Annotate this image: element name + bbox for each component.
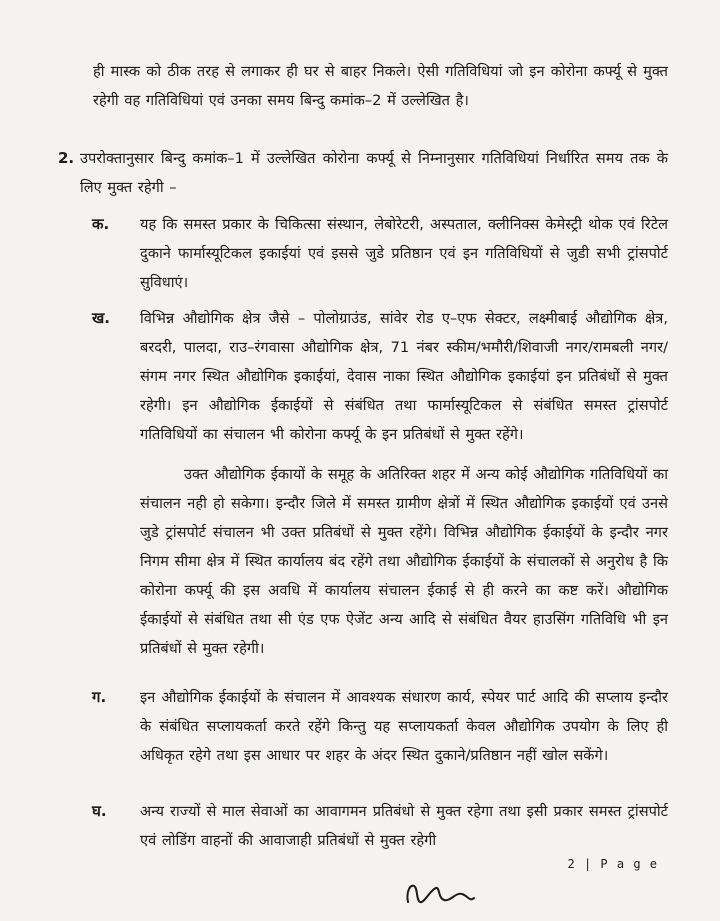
item-text-ka: यह कि समस्त प्रकार के चिकित्सा संस्थान, लेबोरेटरी, अस्पताल, क्लीनिक्स केमेस्ट्री थोक एवं रिटेल दुकाने फार्मास्यूटिकल इकाईयां एवं इससे जुडे प्रतिष्ठान एवं इन गतिविधियों से जुडी सभी ट्रांसपोर्ट सुविधाएं। (140, 216, 668, 291)
item-marker-ga: ग. (92, 688, 107, 706)
item-kha-continuation: उक्त औद्योगिक ईकायों के समूह के अतिरिक्त शहर में अन्य कोई औद्योगिक गतिविधियों का संचालन नही हो सकेगा। इन्दौर जिले में समस्त ग्रामीण क्षेत्रों में स्थित औद्योगिक इकाईयों एवं उनसे जुडे ट्रांसपोर्ट संचालन भी उक्त प्रतिबंधों से मुक्त रहेंगे। विभिन्न औद्योगिक ईकाईयों के इन्दौर नगर निगम सीमा क्षेत्र में स्थित कार्यालय बंद रहेंगे तथा औद्योगिक ईकाईयों के संचालकों से अनुरोध है कि कोरोना कर्फ्यू की इस अवधि में कार्यालय संचालन ईकाई से ही करने का कष्ट करें। औद्योगिक ईकाईयों से संबंधित तथा सी एंड एफ ऐजेंट अन्य आदि से संबंधित वैयर हाउसिंग गतिविधि भी इन प्रतिबंधों से मुक्त रहेगी। (140, 466, 668, 657)
page-number-footer: 2 | P a g e (567, 857, 658, 871)
item-text-kha: विभिन्न औद्योगिक क्षेत्र जैसे – पोलोग्राउंड, सांवेर रोड ए–एफ सेक्टर, लक्ष्मीबाई औद्योगिक क्षेत्र, बरदरी, पालदा, राउ–रंगवासा औद्योगिक क्षेत्र, 71 नंबर स्कीम/भमौरी/शिवाजी नगर/रामबली नगर/संगम नगर स्थित औद्योगिक इकाईयां, देवास नाका स्थित औद्योगिक इकाईयां इन प्रतिबंधों से मुक्त रहेगी। इन औद्योगिक ईकाईयों से संबंधित तथा फार्मास्यूटिकल से संबंधित समस्त ट्रांसपोर्ट गतिविधियों का संचालन भी कोरोना कर्फ्यू के इन प्रतिबंधों से मुक्त रहेंगे। (140, 310, 668, 443)
intro-paragraph: ही मास्क को ठीक तरह से लगाकर ही घर से बाहर निकले। ऐसी गतिविधियां जो इन कोरोना कर्फ्यू से मुक्त रहेगी वह गतिविधियां एवं उनका समय बिन्दु कमांक–2 में उल्लेखित है। (93, 63, 668, 109)
item-marker-ka: क. (92, 215, 110, 233)
section-2-text: उपरोक्तानुसार बिन्दु कमांक–1 में उल्लेखित कोरोना कर्फ्यू से निम्नानुसार गतिविधियां निर्धारित समय तक के लिए मुक्त रहेगी – (80, 150, 668, 196)
item-text-gha: अन्य राज्यों से माल सेवाओं का आवागमन प्रतिबंधो से मुक्त रहेगा तथा इसी प्रकार समस्त ट्रांसपोर्ट एवं लोडिंग वाहनों की आवाजाही प्रतिबंधों से मुक्त रहेगी (140, 803, 668, 849)
item-marker-kha: ख. (92, 309, 110, 327)
item-text-ga: इन औद्योगिक ईकाईयों के संचालन में आवश्यक संधारण कार्य, स्पेयर पार्ट आदि की सप्लाय इन्दौर के संबंधित सप्लायकर्ता करते रहेंगे किन्तु यह सप्लायकर्ता केवल औद्योगिक उपयोग के लिए ही अधिकृत रहेगे तथा इस आधार पर शहर के अंदर स्थित दुकाने/प्रतिष्ठान नहीं खोल सकेंगे। (140, 689, 668, 764)
section-number: 2. (58, 149, 75, 167)
item-marker-gha: घ. (92, 802, 107, 820)
signature-mark (400, 872, 480, 914)
